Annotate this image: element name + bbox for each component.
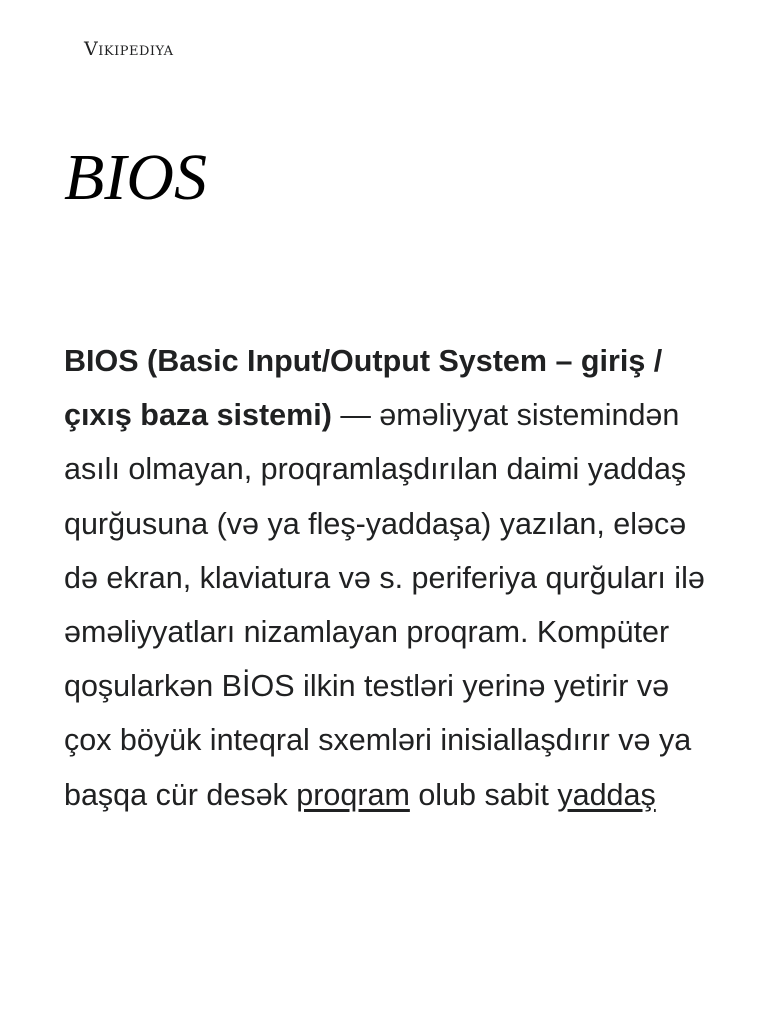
link-program[interactable]: proqram — [296, 777, 410, 812]
article-paragraph — [64, 334, 714, 822]
paragraph-text-continued: olub sabit — [409, 777, 558, 812]
lead-term: BIOS (Basic Input/Output System – giriş /çıxış baza sistemi) — [64, 344, 663, 433]
page-title: BIOS — [64, 141, 207, 214]
paragraph-text: — əməliyyat sistemindən asılı olmayan, proqramlaşdırılan daimi yaddaş qurğusuna (və ya fleş-yaddaşa) yazılan, eləcə də ekran, klaviatura və s. periferiya qurğuları ilə əməliyyatları nizamlayan proqram. Kompüter qoşularkən BİOS ilkin testləri yerinə yetirir və çox böyük inteqral sxemləri inisiallaşdırır və ya başqa cür desək — [64, 398, 705, 812]
link-memory[interactable]: yaddaş — [557, 777, 656, 812]
wikipedia-logo[interactable]: Vikipediya — [84, 38, 174, 60]
